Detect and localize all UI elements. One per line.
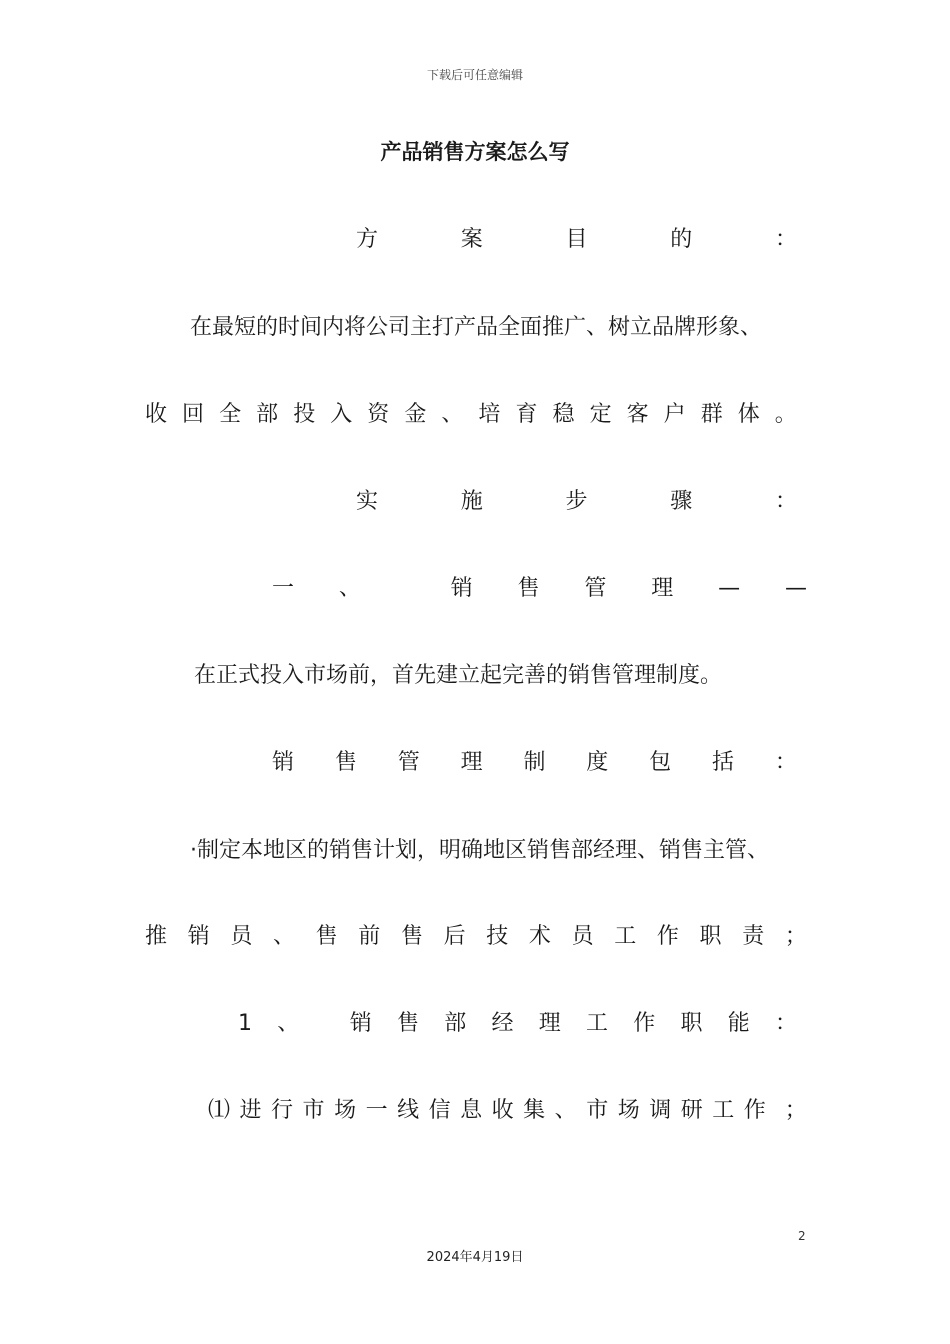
- text-char: ；: [784, 1098, 807, 1123]
- text-char: 育: [515, 402, 538, 427]
- text-char: ；: [784, 924, 807, 949]
- text-char: 调: [649, 1098, 672, 1123]
- text-char: 部: [444, 1011, 467, 1036]
- text-char: 员: [571, 924, 594, 949]
- text-char: 理: [460, 750, 483, 775]
- text-char: 工: [614, 924, 637, 949]
- text-char: 售: [315, 924, 338, 949]
- text-char: 步: [565, 489, 588, 514]
- text-char: 理: [538, 1011, 561, 1036]
- text-char: 的: [670, 227, 693, 252]
- text-char: 场: [334, 1098, 357, 1123]
- text-char: 群: [700, 402, 723, 427]
- text-char: 销: [187, 924, 210, 949]
- text-char: 场: [617, 1098, 640, 1123]
- text-char: 进: [239, 1098, 262, 1123]
- text-char: 售: [334, 750, 357, 775]
- section-heading-system: [272, 748, 797, 778]
- text-char: 信: [428, 1098, 451, 1123]
- text-char: 包: [649, 750, 672, 775]
- text-char: 管: [584, 576, 607, 601]
- list-item-duty-1: [208, 1096, 807, 1126]
- text-char: 研: [680, 1098, 703, 1123]
- text-char: 责: [742, 924, 765, 949]
- text-char: 理: [651, 576, 674, 601]
- text-char: 推: [145, 924, 168, 949]
- text-char: 稳: [552, 402, 575, 427]
- text-char: 收: [491, 1098, 514, 1123]
- text-char: 作: [743, 1098, 766, 1123]
- text-char: 制: [523, 750, 546, 775]
- text-char: 工: [712, 1098, 735, 1123]
- text-char: 培: [478, 402, 501, 427]
- paragraph-line: [145, 922, 807, 952]
- text-char: 前: [358, 924, 381, 949]
- text-char: 管: [397, 750, 420, 775]
- text-char: 施: [460, 489, 483, 514]
- text-char: 金: [404, 402, 427, 427]
- text-char: 部: [256, 402, 279, 427]
- text-char: 售: [396, 1011, 419, 1036]
- document-title: 产品销售方案怎么写: [380, 140, 570, 164]
- text-char: 市: [586, 1098, 609, 1123]
- text-char: 入: [330, 402, 353, 427]
- text-char: 技: [486, 924, 509, 949]
- text-char: 投: [293, 402, 316, 427]
- text-char: 销: [272, 750, 295, 775]
- text-char: 度: [586, 750, 609, 775]
- text-char: 售: [517, 576, 540, 601]
- text-char: 集: [523, 1098, 546, 1123]
- text-char: ：: [774, 489, 797, 514]
- text-char: —: [718, 576, 741, 601]
- text-char: 售: [400, 924, 423, 949]
- text-char: 案: [460, 227, 483, 252]
- paragraph-line: [145, 400, 797, 430]
- text-char: 销: [349, 1011, 372, 1036]
- text-char: 、: [554, 1098, 577, 1123]
- text-char: 经: [491, 1011, 514, 1036]
- text-char: 后: [443, 924, 466, 949]
- text-char: —: [784, 576, 807, 601]
- text-char: 收: [145, 402, 168, 427]
- text-char: 术: [528, 924, 551, 949]
- text-char: 户: [663, 402, 686, 427]
- section-heading-steps: [356, 487, 797, 517]
- text-char: 资: [367, 402, 390, 427]
- footer-date: 2024年4月19日: [426, 1250, 524, 1265]
- text-char: 市: [302, 1098, 325, 1123]
- page-number: 2: [798, 1229, 806, 1243]
- text-char: 职: [699, 924, 722, 949]
- text-char: 工: [585, 1011, 608, 1036]
- paragraph-line: 在最短的时间内将公司主打产品全面推广、树立品牌形象、: [190, 315, 763, 340]
- text-char: 回: [182, 402, 205, 427]
- text-char: 骤: [670, 489, 693, 514]
- page-header: 下载后可任意编辑: [426, 68, 523, 82]
- text-char: 括: [712, 750, 735, 775]
- text-char: 1: [238, 1011, 252, 1036]
- section-heading-sales-management: [272, 574, 807, 604]
- text-char: ⑴: [208, 1098, 231, 1123]
- text-char: 、: [338, 576, 361, 601]
- paragraph-line: ·制定本地区的销售计划，明确地区销售部经理、销售主管、: [190, 838, 769, 863]
- text-char: 。: [774, 402, 797, 427]
- list-heading-manager-duties: [238, 1009, 797, 1039]
- text-char: 目: [565, 227, 588, 252]
- text-char: 、: [441, 402, 464, 427]
- text-char: 销: [450, 576, 473, 601]
- text-char: 作: [656, 924, 679, 949]
- paragraph-line: 在正式投入市场前，首先建立起完善的销售管理制度。: [194, 663, 723, 688]
- text-char: 一: [365, 1098, 388, 1123]
- text-char: 全: [219, 402, 242, 427]
- text-char: 一: [272, 576, 295, 601]
- text-char: 方: [356, 227, 379, 252]
- text-char: ：: [774, 227, 797, 252]
- text-char: 、: [277, 1011, 300, 1036]
- text-char: 能: [727, 1011, 750, 1036]
- text-char: 定: [589, 402, 612, 427]
- section-heading-purpose: [356, 225, 797, 255]
- text-char: 客: [626, 402, 649, 427]
- text-char: ：: [774, 1011, 797, 1036]
- text-char: 行: [271, 1098, 294, 1123]
- text-char: 体: [737, 402, 760, 427]
- text-char: 息: [460, 1098, 483, 1123]
- text-char: ：: [774, 750, 797, 775]
- text-char: 线: [397, 1098, 420, 1123]
- text-char: 职: [680, 1011, 703, 1036]
- text-char: 员: [230, 924, 253, 949]
- text-char: 作: [633, 1011, 656, 1036]
- text-char: 实: [356, 489, 379, 514]
- text-char: 、: [272, 924, 295, 949]
